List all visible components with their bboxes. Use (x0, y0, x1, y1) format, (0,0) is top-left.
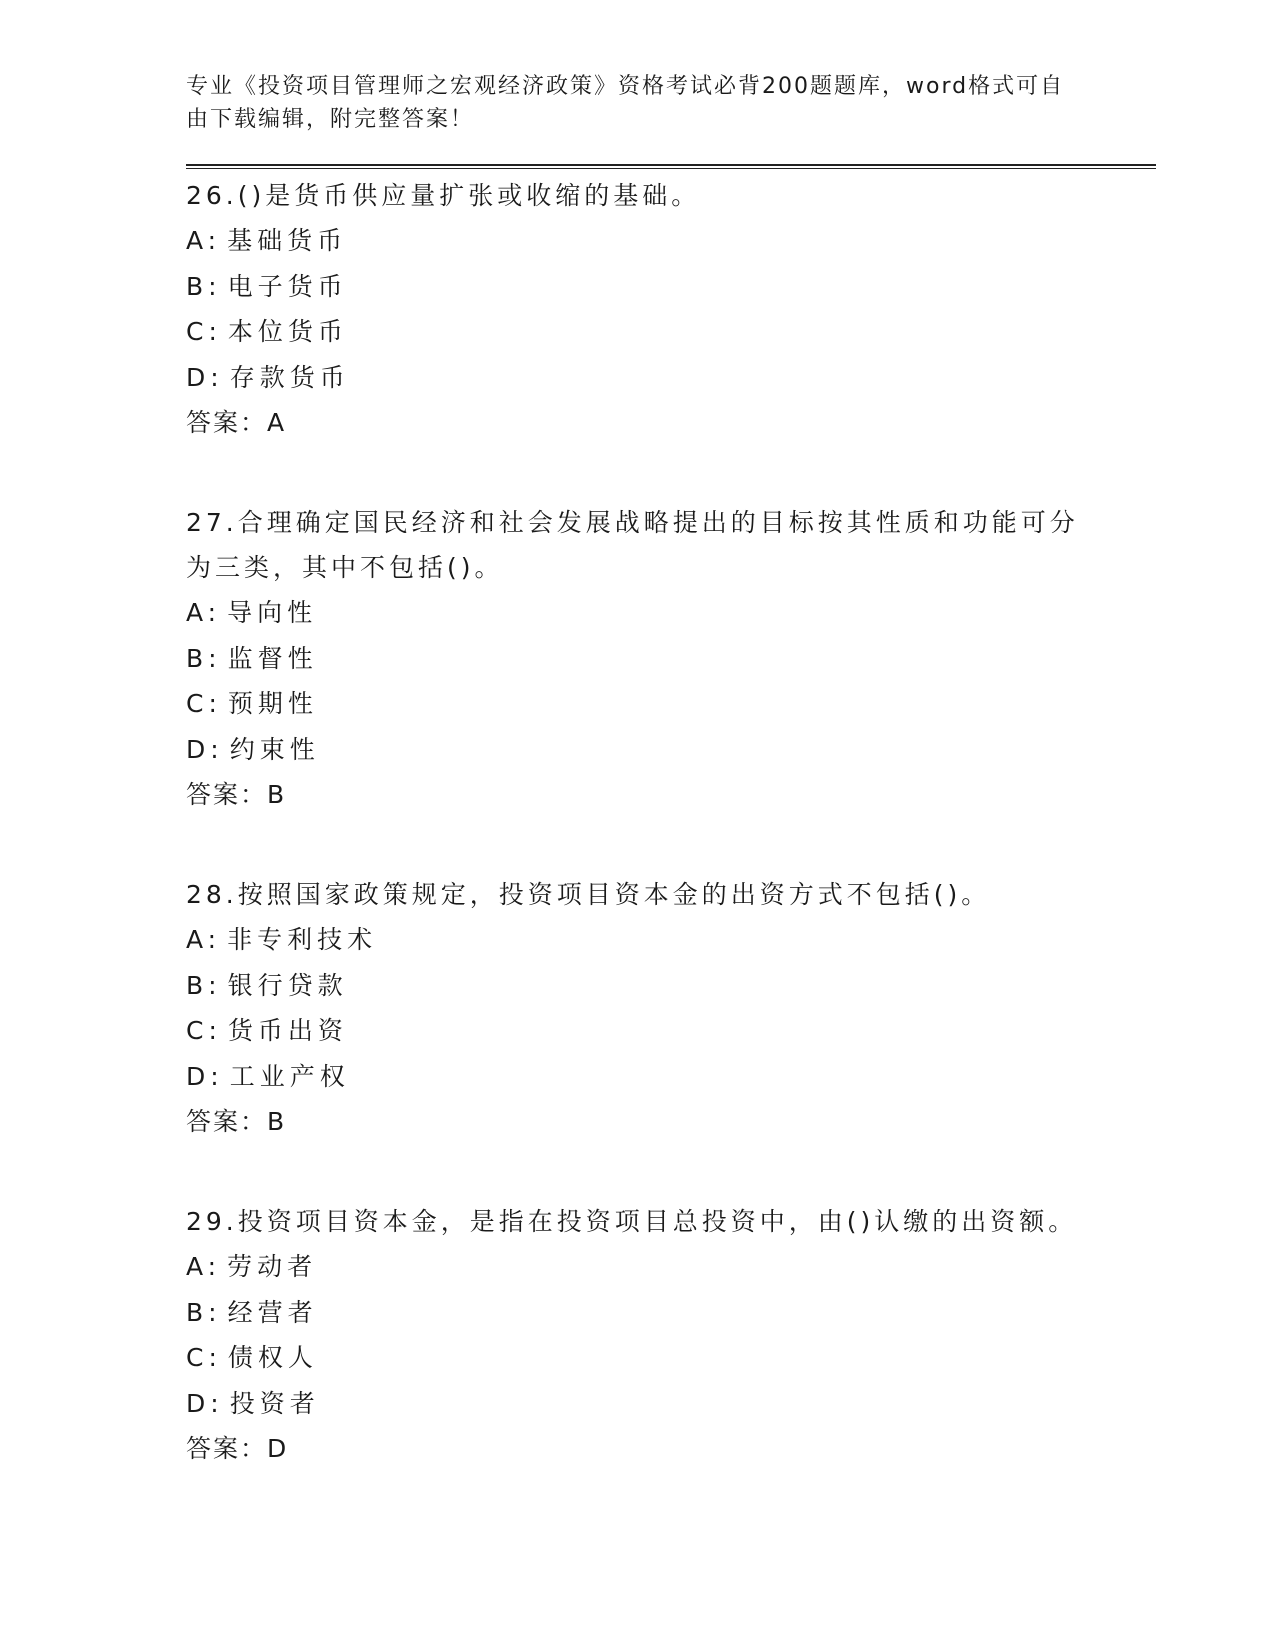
option-text: 货币出资 (227, 1016, 348, 1045)
option-b (186, 963, 1156, 1009)
question-28 (186, 872, 1156, 1145)
option-text: 工业产权 (229, 1061, 350, 1091)
option-text: 劳动者 (227, 1252, 318, 1281)
answer-line: 答案：B (186, 1107, 287, 1136)
option-key: C: (186, 317, 222, 346)
option-text: 存款货币 (229, 362, 350, 392)
answer-line: 答案：A (186, 408, 287, 437)
option-key: B: (186, 643, 222, 673)
document-page (186, 70, 1156, 1526)
question-27 (186, 500, 1156, 818)
option-b (186, 1290, 1156, 1336)
option-a (186, 1244, 1156, 1290)
option-c (186, 1008, 1156, 1054)
option-key: A: (186, 925, 222, 954)
option-key: A: (186, 598, 222, 627)
option-d (186, 727, 1156, 773)
option-text: 基础货币 (227, 226, 348, 255)
option-c (186, 1335, 1156, 1381)
option-a (186, 590, 1156, 636)
option-key: D: (186, 734, 224, 764)
answer-line: 答案：B (186, 780, 287, 809)
option-c (186, 681, 1156, 727)
question-stem: 26.()是货币供应量扩张或收缩的基础。 (186, 181, 701, 210)
option-text: 约束性 (229, 734, 320, 764)
option-text: 本位货币 (227, 317, 348, 346)
option-text: 导向性 (227, 598, 318, 627)
document-intro: 专业《投资项目管理师之宏观经济政策》资格考试必背200题题库，word格式可自由下载编辑，附完整答案！ (186, 74, 1065, 132)
option-b (186, 264, 1156, 310)
option-d (186, 1381, 1156, 1427)
option-text: 电子货币 (227, 271, 348, 301)
option-key: D: (186, 1061, 224, 1091)
option-key: A: (186, 1252, 222, 1281)
option-key: D: (186, 1388, 224, 1418)
option-key: C: (186, 1343, 222, 1372)
option-a (186, 917, 1156, 963)
option-key: C: (186, 689, 222, 718)
option-b (186, 636, 1156, 682)
option-text: 经营者 (227, 1297, 318, 1327)
option-text: 非专利技术 (227, 925, 378, 954)
option-key: C: (186, 1016, 222, 1045)
option-key: B: (186, 271, 222, 301)
question-26 (186, 173, 1156, 446)
option-text: 监督性 (227, 643, 318, 673)
option-d (186, 355, 1156, 401)
question-list (186, 173, 1156, 1472)
header-divider (186, 164, 1156, 169)
option-text: 银行贷款 (227, 970, 348, 1000)
option-key: B: (186, 970, 222, 1000)
option-c (186, 309, 1156, 355)
question-stem: 27.合理确定国民经济和社会发展战略提出的目标按其性质和功能可分为三类，其中不包括()。 (186, 508, 1079, 582)
option-text: 预期性 (227, 689, 318, 718)
option-key: D: (186, 362, 224, 392)
option-a (186, 218, 1156, 264)
answer-line: 答案：D (186, 1434, 289, 1463)
option-key: B: (186, 1297, 222, 1327)
question-29 (186, 1199, 1156, 1472)
question-stem: 28.按照国家政策规定，投资项目资本金的出资方式不包括()。 (186, 880, 991, 909)
option-text: 债权人 (227, 1343, 318, 1372)
option-d (186, 1054, 1156, 1100)
option-key: A: (186, 226, 222, 255)
question-stem: 29.投资项目资本金，是指在投资项目总投资中，由()认缴的出资额。 (186, 1207, 1078, 1236)
option-text: 投资者 (229, 1388, 320, 1418)
